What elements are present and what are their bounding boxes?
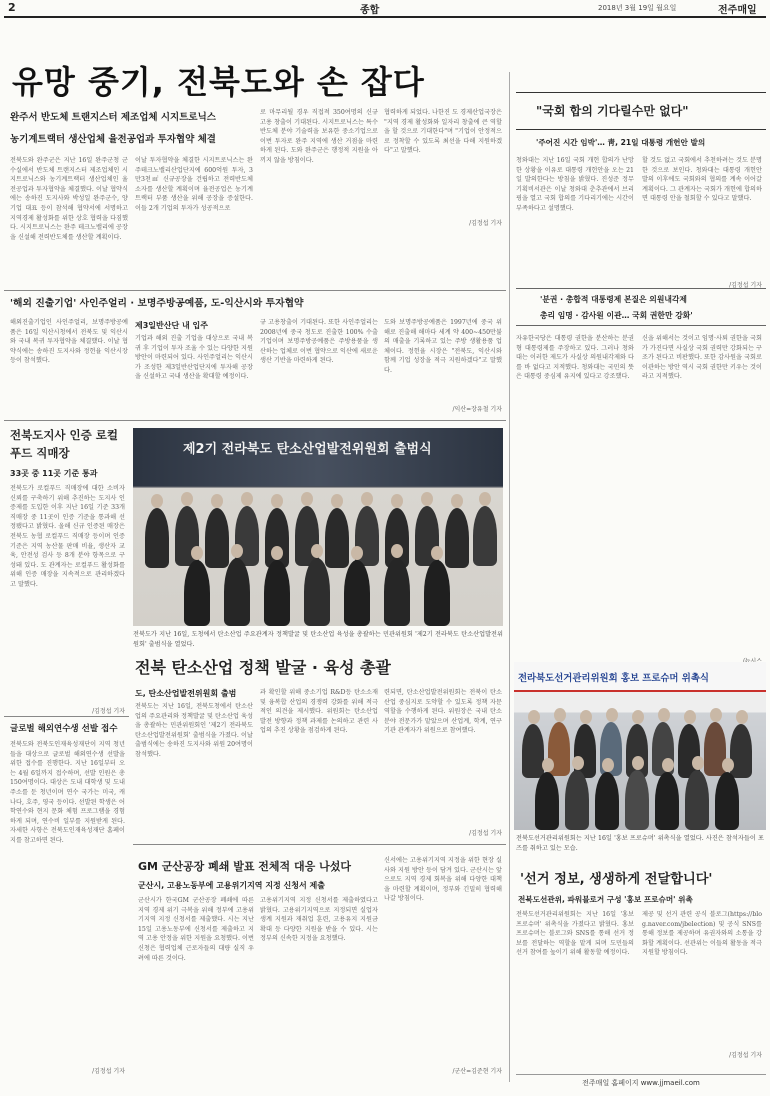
divider <box>4 290 506 291</box>
article3-byline: /김정섭 기자 <box>92 708 125 715</box>
issue-date: 2018년 3월 19일 월요일 <box>598 4 677 12</box>
divider <box>133 844 506 845</box>
article3-body: 전북도가 로컬푸드 직매장에 대한 소비자 신뢰를 구축하기 위해 추진하는 도지사 인증제를 도입한 이후 지난 16일 기준 33개 직매장 중 11곳이 인증 기준을 통과해 선정됐다고 밝혔다. 올해 신규 인증된 매장은 전북도 농협 로컬푸드 직매장 등이며 인증 기준은 지역 농산물 판매 비율, 생산자 교육, 안전성 검사 등 8개 분야 항목으로 구성돼 있다. 도 관계자는 로컬푸드 활성화를 위해 인증 매장을 지속적으로 관리하겠다고 말했다. <box>10 485 125 588</box>
article2-col3: 규 고용창출이 기대된다. 또한 사인주얼리는 2008년에 중국 청도로 진출한 100% 수출기업이며 보명주방공예품은 주방용품을 생산하는 업체로 이번 협약으로 익산에 새로운 생산 기반을 마련하게 된다. <box>260 319 378 365</box>
article4-headline: 글로벌 해외연수생 선발 접수 <box>10 724 118 734</box>
article6-subhead: 군산시, 고용노동부에 고용위기지역 지정 신청서 제출 <box>138 881 325 890</box>
photo1-caption: 전북도가 지난 16일, 도청에서 탄소산업 주요관계자 정책발굴 및 탄소산업 육성을 총괄하는 민관위원회 '제2기 전라북도 탄소산업발전위원회' 출범식을 열었다. <box>133 631 503 648</box>
event-banner-text: 제2기 전라북도 탄소산업발전위원회 출범식 <box>183 442 432 457</box>
article5-col2: 과 확인할 위해 중소기업 R&D등 탄소소재 및 융복합 산업의 경쟁력 강화를 위해 적극적인 의견을 제시했다. 위원회는 탄소산업 발전 방향과 정책 과제를 논의하고 관련 사업의 추진 상황을 점검하게 된다. <box>260 689 378 735</box>
article7-col1: 청와대는 지난 16일 국회 개헌 합의가 난망한 상황을 이유로 대통령 개헌안을 오는 21일 발의한다는 방침을 밝혔다. 진성준 정무기획비서관은 이날 청와대 춘추관에서 브리핑을 열고 국회 합의를 기다리기에는 시간이 부족하다고 설명했다. <box>516 157 634 212</box>
masthead <box>0 0 770 16</box>
article9-headline: '선거 정보, 생생하게 전달합니다' <box>520 872 713 887</box>
article1-subhead2: 농기계트랙터 생산업체 율전공업과 투자협약 체결 <box>10 134 216 145</box>
article6-col3: 신서에는 고용위기지역 지정을 위한 현장 실사와 지원 방안 등이 담겨 있다. 군산시는 앞으로도 지역 경제 회복을 위해 다양한 대책을 마련할 계획이며, 정부와 긴밀히 협력해 나갈 방침이다. <box>384 857 502 903</box>
article5-headline: 전북 탄소산업 정책 발굴 · 육성 총괄 <box>135 658 391 677</box>
article8-col2: 신을 위해서는 것이고 임명·사퇴 권한을 국회가 가진다면 사실상 국회 권력만 강화되는 구조가 된다고 비판했다. 또한 감사원을 국회로 이관하는 방안 역시 국회 권한만 키우는 것이라고 지적했다. <box>642 335 762 381</box>
tanso-committee-photo <box>133 428 503 626</box>
article6-byline: /군산=김준현 기자 <box>452 1068 502 1075</box>
article1-byline: /김정섭 기자 <box>469 220 502 227</box>
divider <box>4 716 129 717</box>
article5-subhead: 도, 탄소산업발전위원회 출범 <box>135 689 237 698</box>
article3-subhead: 33곳 중 11곳 기준 통과 <box>10 469 98 478</box>
section-label: 종합 <box>360 5 380 16</box>
article2-col2: 기업과 해외 진출 기업을 대상으로 국내 복귀 후 기업이 투자 조율 수 있는 다양한 지원 방안이 마련되어 있다. 사인주얼리는 익산시가 조성한 제3일반산업단지에 투자해 공장을 신설하고 국내 생산을 확대할 예정이다. <box>135 335 253 381</box>
article9-byline: /김정섭 기자 <box>729 1052 762 1059</box>
article5-byline: /김정섭 기자 <box>469 830 502 837</box>
article1-col3: 로 마무리될 경우 직접적 350여명의 신규 고용 창출이 기대된다. 시지트로닉스는 특수 반도체 분야 기술력을 보유한 중소기업으로 이번 투자로 완주 지역에 생산 거점을 마련하게 된다. 도와 완주군은 행정적 지원을 아끼지 않을 방침이다. <box>260 109 378 164</box>
election-banner-text: 전라북도선거관리위원회 홍보 프로슈머 위촉식 <box>518 673 709 684</box>
article7-subhead: '주어진 시간 임박'… 靑, 21일 대통령 개헌안 발의 <box>536 138 706 147</box>
event-banner <box>133 428 503 486</box>
photo2-caption: 전북도선거관리위원회는 지난 16일 '홍보 프로슈머' 위촉식을 열었다. 사진은 참석자들이 포즈를 취하고 있는 모습. <box>516 835 764 852</box>
article8-headline2: 총리 임명 · 감사원 이관… 국회 권한만 강화' <box>540 311 693 320</box>
footer-website[interactable]: 전주매일 홈페이지 www.jjmaeil.com <box>516 1074 766 1088</box>
article5-col1: 전북도는 지난 16일, 전북도청에서 탄소산업의 주요관리와 정책발굴 및 탄소산업 육성을 총괄하는 민관위원회인 '제2기 전라북도 탄소산업발전위원회' 출범식을 가졌다. 이날 출범식에는 송하진 도지사와 위원 20여명이 참석했다. <box>135 703 253 758</box>
article4-body: 전북도와 전북도인재육성재단이 지역 청년들을 대상으로 글로벌 해외연수생 선발을 위한 접수를 진행한다. 지난 16일부터 오는 4월 6일까지 접수하며, 선발 인원은 총 150여명이다. 대상은 도내 대학생 및 도내 주소를 둔 청년이며 연수 국가는 미국, 캐나다, 호주, 영국 등이다. 선발된 학생은 어학연수와 현지 문화 체험 프로그램을 경험하게 되며, 연수비 일부를 지원받게 된다. 자세한 사항은 전북도인재육성재단 홈페이지를 참고하면 된다. <box>10 741 125 844</box>
article1-col1: 전북도와 완주군은 지난 16일 완주군청 군수실에서 반도체 트랜지스터 제조업체인 시지트로닉스와 농기계트랙터 생산업체인 율전공업과 투자협약을 체결했다. 이날 협약식에는 송하진 도지사와 박성일 완주군수, 양 기업 대표 등이 참석해 협약서에 서명하고 지역경제 활성화를 위한 상호 협력을 다짐했다. 시지트로닉스는 완주 테크노밸리에 공장을 신설해 전력반도체를 생산할 계획이다. <box>10 157 128 241</box>
article9-col2: 제공 및 선거 관련 공식 블로그(https://blog.naver.com/jbelection) 및 공식 SNS를 통해 정보를 제공하며 유권자와의 소통을 강화할 계획이다. 선관위는 이들의 활동을 적극 지원할 방침이다. <box>642 911 762 957</box>
page-number: 2 <box>8 1 16 14</box>
masthead-rule <box>4 16 766 18</box>
article6-headline: GM 군산공장 폐쇄 발표 전체적 대응 나섰다 <box>138 860 351 873</box>
article2-col4: 도와 보명주방공예품은 1997년에 중국 위해로 진출해 해마다 세계 약 400~450만불의 매출을 기록하고 있는 주방 생활용품 업체이다. 정헌율 시장은 "전북도, 익산시와 함께 기업 성장을 적극 지원하겠다"고 말했다. <box>384 319 502 374</box>
article2-col1: 해외진출기업인 사인주얼리, 보명주방공예품은 16일 익산시청에서 전북도 및 익산시와 국내 복귀 투자협약을 체결했다. 이날 협약식에는 송하진 도지사와 정헌율 익산시장 등이 참석했다. <box>10 319 128 365</box>
article2-headline: '해외 진출기업' 사인주얼리 · 보명주방공예품, 도-익산시와 투자협약 <box>10 298 304 309</box>
article8-headline: '분권 · 총합적 대통령제 본질은 의원내각제 <box>540 295 687 304</box>
article9-col1: 전북도선거관리위원회는 지난 16일 '홍보 프로슈머' 위촉식을 가졌다고 밝혔다. 홍보 프로슈머는 블로그와 SNS를 통해 선거 정보를 전달하는 역할을 맡게 되며 도민들의 선거 참여를 높이기 위해 활동할 예정이다. <box>516 911 634 957</box>
article7-byline: /김정섭 기자 <box>729 282 762 289</box>
article5-col3: 련되면, 탄소산업발전위원회는 전북이 탄소산업 중심지로 도약할 수 있도록 정책 자문 역할을 수행하게 된다. 위원장은 국내 탄소분야 전문가가 맡았으며 산업계, 학계, 연구기관 관계자가 위원으로 참여했다. <box>384 689 502 735</box>
article2-subhead: 제3일반산단 내 입주 <box>135 321 208 330</box>
article6-col2: 고용위기지역 지정 신청서를 제출하였다고 밝혔다. 고용위기지역으로 지정되면 실업자 생계 지원과 재취업 훈련, 고용유지 지원금 확대 등 다양한 지원을 받을 수 있다. 시는 정부의 신속한 지정을 요청했다. <box>260 897 378 943</box>
election-banner <box>514 662 766 692</box>
election-prosumer-photo <box>514 662 766 830</box>
paper-name: 전주매일 <box>718 5 757 16</box>
article1-subhead1: 완주서 반도체 트랜지스터 제조업체 시지트로닉스 <box>10 112 216 123</box>
article6-col1: 군산시가 한국GM 군산공장 폐쇄에 따른 지역 경제 위기 극복을 위해 정부에 고용위기지역 지정 신청서를 제출했다. 시는 지난 15일 고용노동부에 신청서를 제출하고 지역 고용 안정을 위한 지원을 요청했다. 이번 신청은 협력업체 근로자들의 대량 실직 우려에 따른 것이다. <box>138 897 254 962</box>
article2-byline: /익산=장유철 기자 <box>452 406 502 413</box>
article1-col4: 협력하게 되었다. 나한진 도 경제산업국장은 "지역 경제 활성화와 일자리 창출에 큰 역할을 할 것으로 기대한다"며 "기업이 안정적으로 정착할 수 있도록 최선을 다해 지원하겠다"고 말했다. <box>384 109 502 155</box>
article1-col2: 이날 투자협약을 체결한 시지트로닉스는 완주테크노밸리산업단지에 600억원 투자, 3만3천㎡ 신규공장을 건립하고 전력반도체 소자를 생산할 계획이며 율전공업은 농기계 트랙터 부품 생산을 위해 공장을 증설한다. 이들 2개 기업의 투자가 성공적으로 <box>135 157 253 212</box>
article3-headline: 전북도지사 인증 로컬푸드 직매장 <box>10 428 118 460</box>
divider <box>4 420 506 421</box>
article7-headline: "국회 합의 기다릴수만 없다" <box>536 104 689 118</box>
main-headline: 유망 중기, 전북도와 손 잡다 <box>12 63 425 101</box>
right-column-divider <box>509 72 510 1082</box>
article7-col2: 할 것도 없고 국회에서 추천하려는 것도 분명한 것으로 보인다. 청와대는 대통령 개헌안 발의 이후에도 국회와의 협의를 계속 이어갈 계획이다. 그 관계자는 국회가 개헌에 합의하면 대통령 안을 철회할 수 있다고 말했다. <box>642 157 762 203</box>
article4-byline: /김정섭 기자 <box>92 1068 125 1075</box>
article8-col1: 자유한국당은 대통령 권한을 분산하는 분권형 대통령제를 주장하고 있다. 그러나 청와대는 이러한 제도가 사실상 의원내각제와 다를 바 없다고 지적했다. 청와대는 국민의 뜻은 대통령 중심제 유지에 있다고 강조했다. <box>516 335 634 381</box>
article9-subhead: 전북도선관위, 파워블로거 구성 '홍보 프로슈머' 위촉 <box>518 895 693 904</box>
